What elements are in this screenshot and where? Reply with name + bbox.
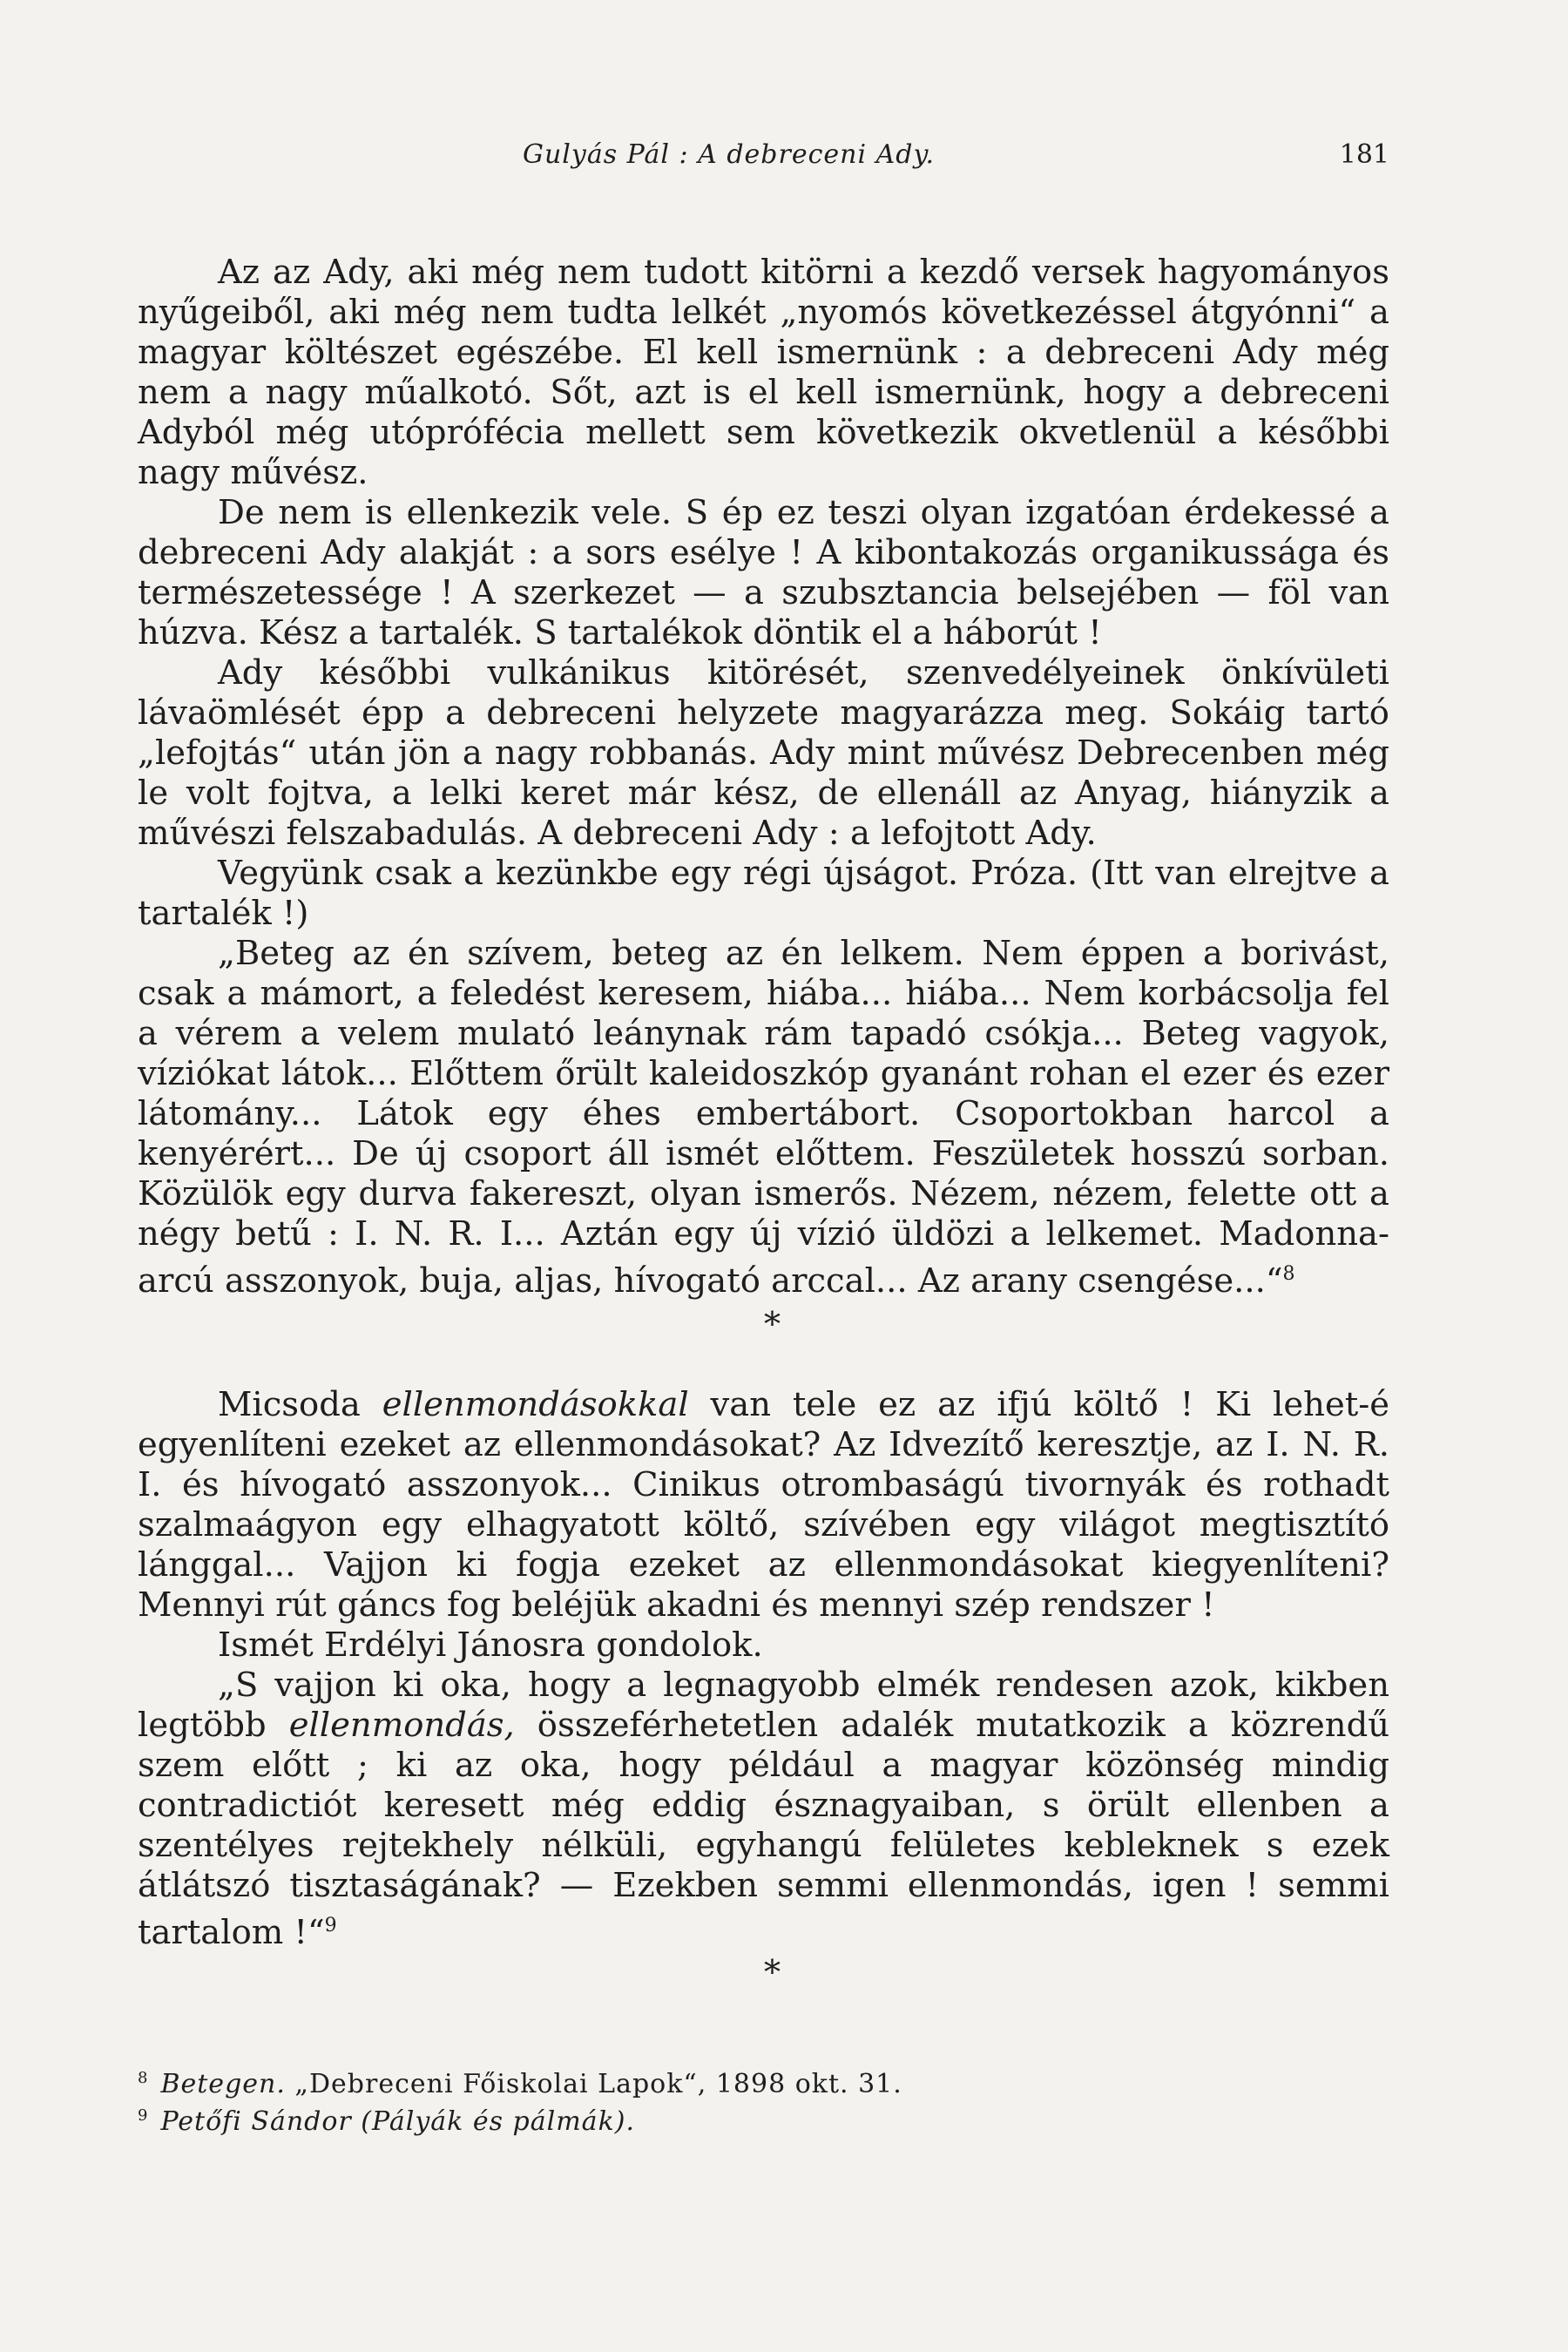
running-title: Gulyás Pál : A debreceni Ady. — [523, 139, 935, 170]
paragraph-8: „S vajjon ki oka, hogy a legnagyobb elmék rendesen azok, kikben legtöbb ellenmondás, összeférhetetlen adalék mutatkozik a közrendű szem előtt ; ki az oka, hogy például a magyar közönség mindig contradictiót keresett még eddig észnagyaiban, s örült ellenben a szentélyes rejtekhely nélküli, egyhangú felületes kebleknek s ezek átlátszó tisztaságának? — Ezekben semmi ellenmondás, igen ! semmi tartalom !“$^9$ — [138, 1665, 1390, 1952]
footnote-9 — [138, 2100, 1389, 2138]
paragraph-4: Vegyünk csak a kezünkbe egy régi újságot. Próza. (Itt van elrejtve a tartalék !) — [138, 854, 1389, 933]
paragraph-6: Micsoda ellenmondásokkal van tele ez az ifjú költő ! Ki lehet-é egyenlíteni ezeket az ellenmondásokat? Az Idvezítő keresztje, az I. N. R. I. és hívogató asszonyok... Cinikus otrombaságú tivornyák és rothadt szalmaágyon egy elhagyatott költő, szívében egy világot megtisztító lánggal... Vajjon ki fogja ezeket az ellenmondásokat kiegyenlíteni? Mennyi rút gáncs fog beléjük akadni és mennyi szép rendszer ! — [138, 1384, 1389, 1625]
footnote-ref-8: 8 — [1282, 1263, 1295, 1285]
section-gap — [138, 1345, 1389, 1385]
quotation-paragraph — [138, 934, 1389, 1301]
page-number: 181 — [1339, 139, 1389, 170]
footnote-title: Betegen. — [160, 2069, 286, 2099]
page-header — [131, 131, 1389, 183]
footnote-mark: 9 — [138, 2106, 149, 2125]
footnote-mark: 8 — [138, 2069, 149, 2087]
emphasis-ellenmondasokkal: ellenmondásokkal — [382, 1384, 689, 1424]
paragraph-7: Ismét Erdélyi Jánosra gondolok. — [218, 1625, 763, 1665]
quotation-text: „Beteg az én szívem, beteg az én lelkem. Nem éppen a borivást, csak a mámort, a feledést keresem, hiába... hiába... Nem korbácsolja fel a vérem a velem mulató leánynak rám tapadó csókja... Beteg vagyok, víziókat látok... Előttem őrült kaleidoszkóp gyanánt rohan el ezer és ezer látomány... Látok egy éhes embertábort. Csoportokban harcol a kenyérért... De új csoport áll ismét előttem. Feszületek hosszú sorban. Közülök egy durva fakereszt, olyan ismerős. Nézem, nézem, felette ott a négy betű : I. N. R. I... Aztán egy új vízió üldözi a lelkemet. Madonna-arcú asszonyok, buja, aljas, hívogató arccal... Az arany csengése...“ — [138, 934, 1389, 1301]
footnote-title: Petőfi Sándor (Pályák és pálmák). — [160, 2106, 635, 2137]
emphasis-ellenmondas: ellenmondás, — [288, 1705, 515, 1745]
section-separator-1: * — [763, 1304, 781, 1344]
footnote-text: „Debreceni Főiskolai Lapok“, 1898 okt. 31. — [285, 2069, 902, 2099]
footnote-8 — [138, 2063, 1389, 2100]
body-text — [138, 253, 1389, 1993]
footnotes — [138, 2063, 1389, 2138]
paragraph-1: Az az Ady, aki még nem tudott kitörni a kezdő versek hagyományos nyűgeiből, aki még nem tudta lelkét „nyomós következéssel átgyónni“ a magyar költészet egészébe. El kell ismernünk : a debreceni Ady még nem a nagy műalkotó. Sőt, azt is el kell ismernünk, hogy a debreceni Adyból még utóprófécia mellett sem következik okvetlenül a későbbi nagy művész. — [138, 253, 1389, 492]
paragraph-2: De nem is ellenkezik vele. S ép ez teszi olyan izgatóan érdekessé a debreceni Ady alakját : a sors esélye ! A kibontakozás organikussága és természetessége ! A szerkezet — a szubsztancia belsejében — föl van húzva. Kész a tartalék. S tartalékok döntik el a háborút ! — [138, 493, 1389, 652]
footnote-ref-9: 9 — [324, 1914, 337, 1936]
section-separator-2: * — [763, 1952, 781, 1992]
paragraph-3: Ady későbbi vulkánikus kitörését, szenvedélyeinek önkívületi lávaömlését épp a debreceni helyzete magyarázza meg. Sokáig tartó „lefojtás“ után jön a nagy robbanás. Ady mint művész Debrecenben még le volt fojtva, a lelki keret már kész, de ellenáll az Anyag, hiányzik a művészi felszabadulás. A debreceni Ady : a lefojtott Ady. — [138, 653, 1389, 853]
